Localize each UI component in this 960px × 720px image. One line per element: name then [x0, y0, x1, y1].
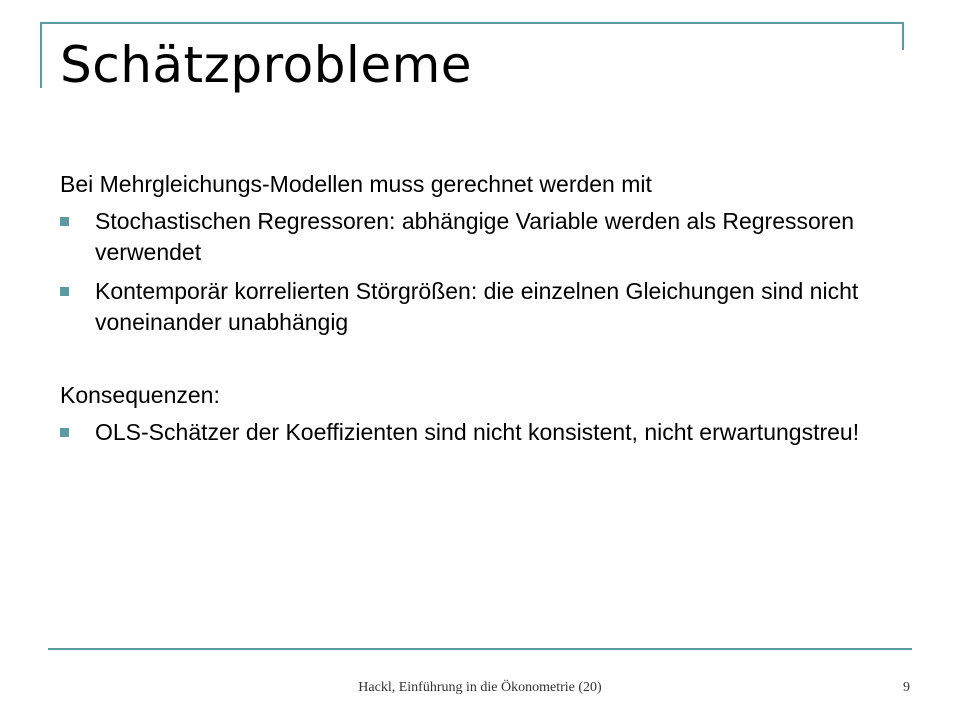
bullet-text: Kontemporär korrelierten Störgrößen: die einzelnen Gleichungen sind nicht voneinander unabhängig: [95, 278, 859, 335]
square-bullet-icon: [60, 428, 69, 437]
section1-bullet-item: [60, 206, 880, 268]
page-number: 9: [903, 680, 910, 695]
bullet-text: Stochastischen Regressoren: abhängige Variable werden als Regressoren verwendet: [95, 208, 855, 265]
square-bullet-icon: [60, 217, 69, 226]
section1-bullet-item: [60, 276, 880, 338]
header-rule-right: [902, 22, 904, 50]
footer-citation: Hackl, Einführung in die Ökonometrie (20): [358, 680, 602, 695]
header-rule-top: [40, 22, 904, 24]
square-bullet-icon: [60, 287, 69, 296]
header-rule-left: [40, 22, 42, 88]
section-spacer: [60, 346, 880, 379]
section2-lead: Konsequenzen:: [60, 382, 220, 408]
slide-title: Schätzprobleme: [60, 36, 473, 94]
section2-bullet-list: [60, 417, 880, 448]
section1-bullet-list: [60, 206, 880, 338]
section2-bullet-item: [60, 417, 880, 448]
slide-body: [60, 168, 880, 456]
footer-rule: [48, 648, 912, 650]
bullet-text: OLS-Schätzer der Koeffizienten sind nicht konsistent, nicht erwartungstreu!: [95, 419, 860, 445]
section1-lead: Bei Mehrgleichungs-Modellen muss gerechnet werden mit: [60, 171, 652, 197]
